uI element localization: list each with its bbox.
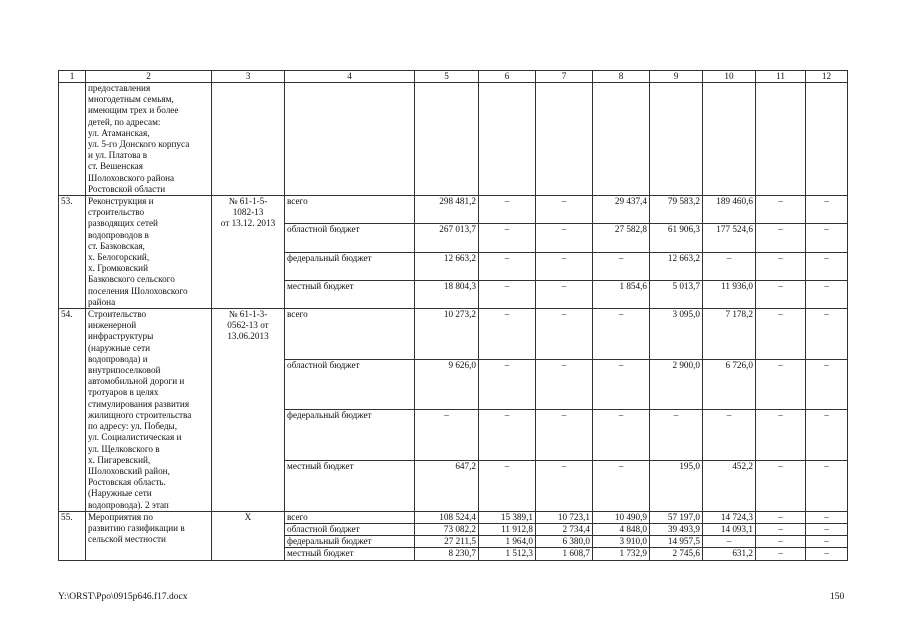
amount-cell: 10 723,1 bbox=[536, 511, 593, 523]
amount-cell: – bbox=[479, 410, 536, 461]
amount-cell: 14 724,3 bbox=[703, 511, 756, 523]
amount-cell: – bbox=[536, 196, 593, 224]
amount-cell: – bbox=[756, 196, 806, 224]
project-document bbox=[212, 83, 285, 196]
amount-cell: – bbox=[593, 309, 650, 360]
empty-cell bbox=[479, 83, 536, 196]
column-header: 11 bbox=[756, 71, 806, 83]
amount-cell: 452,2 bbox=[703, 461, 756, 512]
amount-cell: – bbox=[756, 359, 806, 410]
amount-cell: – bbox=[806, 309, 848, 360]
amount-cell: – bbox=[415, 410, 479, 461]
item-number bbox=[59, 83, 86, 196]
amount-cell: 195,0 bbox=[650, 461, 703, 512]
amount-cell: – bbox=[806, 511, 848, 523]
amount-cell: – bbox=[650, 410, 703, 461]
item-description: предоставления многодетным семьям, имеющим трех и более детей, по адресам: ул. Атаманская, ул. 5-го Донского корпуса и ул. Платова в ст. Вешенская Шолоховского района Ростовской области bbox=[86, 83, 212, 196]
amount-cell: – bbox=[593, 252, 650, 280]
table-row bbox=[59, 511, 848, 523]
amount-cell: 2 734,4 bbox=[536, 523, 593, 535]
amount-cell: 1 964,0 bbox=[479, 536, 536, 548]
column-header: 2 bbox=[86, 71, 212, 83]
amount-cell: 267 013,7 bbox=[415, 224, 479, 252]
amount-cell: 10 273,2 bbox=[415, 309, 479, 360]
empty-cell bbox=[415, 83, 479, 196]
funding-source: областной бюджет bbox=[285, 224, 415, 252]
item-number: 53. bbox=[59, 196, 86, 309]
amount-cell: 647,2 bbox=[415, 461, 479, 512]
amount-cell: – bbox=[479, 309, 536, 360]
amount-cell: 8 230,7 bbox=[415, 548, 479, 560]
amount-cell: – bbox=[703, 536, 756, 548]
item-number: 54. bbox=[59, 309, 86, 512]
amount-cell: 1 512,3 bbox=[479, 548, 536, 560]
empty-cell bbox=[650, 83, 703, 196]
amount-cell: 12 663,2 bbox=[650, 252, 703, 280]
item-number: 55. bbox=[59, 511, 86, 560]
amount-cell: 27 211,5 bbox=[415, 536, 479, 548]
funding-source: областной бюджет bbox=[285, 359, 415, 410]
amount-cell: 15 389,1 bbox=[479, 511, 536, 523]
funding-source: местный бюджет bbox=[285, 548, 415, 560]
amount-cell: – bbox=[756, 536, 806, 548]
amount-cell: – bbox=[756, 511, 806, 523]
amount-cell: – bbox=[703, 410, 756, 461]
amount-cell: – bbox=[479, 224, 536, 252]
amount-cell: 61 906,3 bbox=[650, 224, 703, 252]
amount-cell: – bbox=[536, 410, 593, 461]
empty-cell bbox=[703, 83, 756, 196]
footer-file-path: Y:\ORST\Ppo\0915p646.f17.docx bbox=[58, 592, 188, 602]
amount-cell: 4 848,0 bbox=[593, 523, 650, 535]
header-row bbox=[59, 71, 848, 83]
funding-source: местный бюджет bbox=[285, 461, 415, 512]
funding-source: всего bbox=[285, 511, 415, 523]
amount-cell: 3 910,0 bbox=[593, 536, 650, 548]
amount-cell: 7 178,2 bbox=[703, 309, 756, 360]
amount-cell: 1 854,6 bbox=[593, 280, 650, 308]
amount-cell: 298 481,2 bbox=[415, 196, 479, 224]
amount-cell: – bbox=[806, 280, 848, 308]
amount-cell: – bbox=[806, 523, 848, 535]
column-header: 9 bbox=[650, 71, 703, 83]
amount-cell: 6 380,0 bbox=[536, 536, 593, 548]
amount-cell: 79 583,2 bbox=[650, 196, 703, 224]
funding-source: всего bbox=[285, 309, 415, 360]
amount-cell: 189 460,6 bbox=[703, 196, 756, 224]
project-document: Х bbox=[212, 511, 285, 560]
amount-cell: 1 608,7 bbox=[536, 548, 593, 560]
column-header: 7 bbox=[536, 71, 593, 83]
amount-cell: – bbox=[756, 410, 806, 461]
empty-cell bbox=[285, 83, 415, 196]
amount-cell: 1 732,9 bbox=[593, 548, 650, 560]
amount-cell: – bbox=[593, 359, 650, 410]
amount-cell: – bbox=[806, 461, 848, 512]
amount-cell: – bbox=[536, 461, 593, 512]
amount-cell: – bbox=[479, 196, 536, 224]
funding-source: всего bbox=[285, 196, 415, 224]
table-row bbox=[59, 309, 848, 360]
amount-cell: 3 095,0 bbox=[650, 309, 703, 360]
column-header: 1 bbox=[59, 71, 86, 83]
budget-table bbox=[58, 70, 848, 561]
table-row bbox=[59, 83, 848, 196]
empty-cell bbox=[756, 83, 806, 196]
funding-source: федеральный бюджет bbox=[285, 536, 415, 548]
project-document: № 61-1-3- 0562-13 от 13.06.2013 bbox=[212, 309, 285, 512]
amount-cell: – bbox=[806, 359, 848, 410]
amount-cell: – bbox=[806, 410, 848, 461]
amount-cell: – bbox=[806, 536, 848, 548]
amount-cell: 5 013,7 bbox=[650, 280, 703, 308]
column-header: 12 bbox=[806, 71, 848, 83]
item-description: Реконструкция и строительство разводящих сетей водопроводов в ст. Базковская, х. Белогорский, х. Громковский Базковского сельского поселения Шолоховского района bbox=[86, 196, 212, 309]
amount-cell: 2 745,6 bbox=[650, 548, 703, 560]
column-header: 5 bbox=[415, 71, 479, 83]
funding-source: федеральный бюджет bbox=[285, 252, 415, 280]
column-header: 10 bbox=[703, 71, 756, 83]
amount-cell: – bbox=[756, 461, 806, 512]
column-header: 3 bbox=[212, 71, 285, 83]
empty-cell bbox=[593, 83, 650, 196]
amount-cell: 57 197,0 bbox=[650, 511, 703, 523]
amount-cell: 14 093,1 bbox=[703, 523, 756, 535]
amount-cell: 6 726,0 bbox=[703, 359, 756, 410]
amount-cell: 73 082,2 bbox=[415, 523, 479, 535]
empty-cell bbox=[536, 83, 593, 196]
amount-cell: – bbox=[536, 309, 593, 360]
amount-cell: 2 900,0 bbox=[650, 359, 703, 410]
amount-cell: – bbox=[536, 252, 593, 280]
amount-cell: 12 663,2 bbox=[415, 252, 479, 280]
amount-cell: – bbox=[536, 359, 593, 410]
amount-cell: – bbox=[756, 548, 806, 560]
table-body bbox=[59, 83, 848, 561]
table-row bbox=[59, 196, 848, 224]
column-header: 6 bbox=[479, 71, 536, 83]
column-header: 4 bbox=[285, 71, 415, 83]
amount-cell: – bbox=[479, 461, 536, 512]
amount-cell: 10 490,9 bbox=[593, 511, 650, 523]
empty-cell bbox=[806, 83, 848, 196]
amount-cell: – bbox=[703, 252, 756, 280]
amount-cell: 108 524,4 bbox=[415, 511, 479, 523]
amount-cell: – bbox=[756, 280, 806, 308]
item-description: Строительство инженерной инфраструктуры (наружные сети водопровода) и внутрипоселковой автомобильной дороги и тротуаров в целях стимулирования развития жилищного строительства по адресу: ул. Победы, ул. Социалистическая и ул. Щелковского в х. Пигаревский, Шолоховский район, Ростовская область. (Наружные сети водопровода). 2 этап bbox=[86, 309, 212, 512]
amount-cell: – bbox=[806, 196, 848, 224]
column-header: 8 bbox=[593, 71, 650, 83]
amount-cell: – bbox=[756, 252, 806, 280]
amount-cell: – bbox=[479, 359, 536, 410]
amount-cell: – bbox=[536, 280, 593, 308]
amount-cell: 177 524,6 bbox=[703, 224, 756, 252]
project-document: № 61-1-5- 1082-13 от 13.12. 2013 bbox=[212, 196, 285, 309]
amount-cell: – bbox=[479, 280, 536, 308]
amount-cell: – bbox=[756, 523, 806, 535]
amount-cell: 9 626,0 bbox=[415, 359, 479, 410]
amount-cell: – bbox=[536, 224, 593, 252]
funding-source: федеральный бюджет bbox=[285, 410, 415, 461]
amount-cell: 18 804,3 bbox=[415, 280, 479, 308]
amount-cell: – bbox=[756, 224, 806, 252]
amount-cell: 11 936,0 bbox=[703, 280, 756, 308]
amount-cell: – bbox=[806, 252, 848, 280]
amount-cell: – bbox=[479, 252, 536, 280]
amount-cell: 11 912,8 bbox=[479, 523, 536, 535]
item-description: Мероприятия по развитию газификации в сельской местности bbox=[86, 511, 212, 560]
amount-cell: – bbox=[756, 309, 806, 360]
amount-cell: – bbox=[593, 461, 650, 512]
funding-source: областной бюджет bbox=[285, 523, 415, 535]
amount-cell: 39 493,9 bbox=[650, 523, 703, 535]
amount-cell: 29 437,4 bbox=[593, 196, 650, 224]
amount-cell: – bbox=[806, 548, 848, 560]
amount-cell: 27 582,8 bbox=[593, 224, 650, 252]
amount-cell: – bbox=[806, 224, 848, 252]
amount-cell: 631,2 bbox=[703, 548, 756, 560]
funding-source: местный бюджет bbox=[285, 280, 415, 308]
amount-cell: – bbox=[593, 410, 650, 461]
page-number: 150 bbox=[830, 592, 845, 602]
amount-cell: 14 957,5 bbox=[650, 536, 703, 548]
